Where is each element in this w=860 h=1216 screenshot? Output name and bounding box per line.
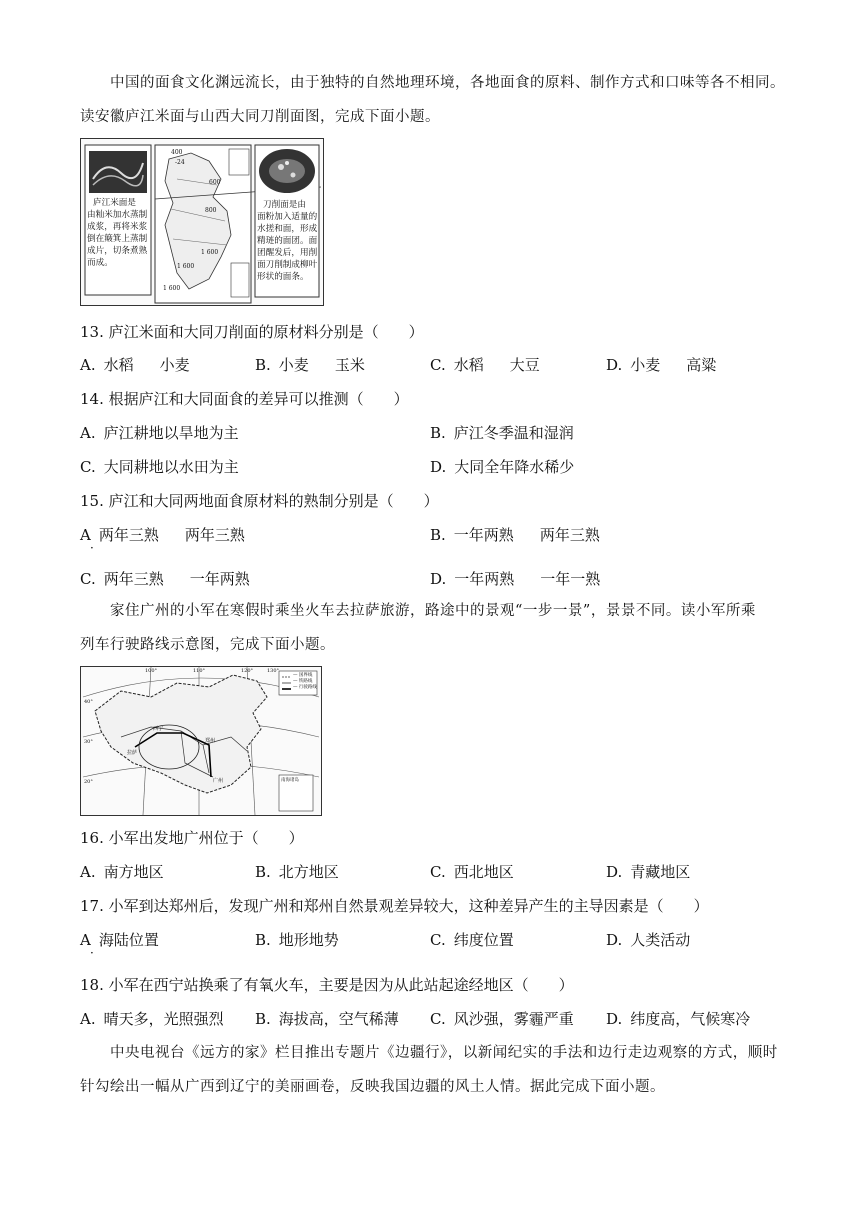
map-label: 1 600 [177,263,195,270]
caption-line: 形状的面条。 [257,272,309,282]
intro-1-line-2: 读安徽庐江米面与山西大同刀削面图，完成下面小题。 [80,109,440,125]
option-text: 小麦 [159,356,190,374]
caption-line: 倒在簸箕上蒸制 [87,234,148,244]
q18-option-c[interactable] [430,1009,574,1029]
map-legend [293,673,317,691]
caption-line: 刀削面是由 [263,200,306,210]
option-letter: B. [255,931,271,949]
caption-line: 水搓和面，形成 [257,224,318,234]
legend-item: — 行驶路线 [293,685,317,690]
option-letter: C. [80,570,96,588]
option-text: 青藏地区 [630,863,691,881]
longitude-label: 120° [241,668,254,674]
option-letter: C. [430,356,446,374]
q17-option-b[interactable] [255,930,339,950]
question-18-stem: 18. 小军在西宁站换乘了有氧火车，主要是因为从此站起途经地区（ ） [80,976,574,994]
longitude-label: 130° [267,668,280,674]
option-text: 北方地区 [278,863,339,881]
city-label-guangzhou: 广州 [213,778,224,784]
option-text: 大同全年降水稀少 [454,458,575,476]
q16-option-c[interactable] [430,862,514,882]
q18-option-a[interactable] [80,1009,224,1029]
city-label-zhengzhou: 郑州 [205,738,216,744]
option-text: 纬度高，气候寒冷 [630,1010,751,1028]
option-text: 海拔高，空气稀薄 [278,1010,399,1028]
intro-3-line-2: 针勾绘出一幅从广西到辽宁的美丽画卷，反映我国边疆的风土人情。据此完成下面小题。 [80,1079,665,1095]
option-text: 纬度位置 [453,931,514,949]
caption-line: 精琏的面团。面 [257,236,318,246]
question-14-stem: 14. 根据庐江和大同面食的差异可以推测（ ） [80,390,409,408]
option-text: 小麦 [278,356,309,374]
caption-line: 团醒发后，用削 [257,248,318,258]
option-text: 西北地区 [453,863,514,881]
map-label: 600 [209,179,221,186]
option-letter: D. [606,1010,623,1028]
q15-option-b[interactable] [430,525,600,545]
intro-2-line-2: 列车行驶路线示意图，完成下面小题。 [80,637,335,653]
caption-line: 面粉加入适量的 [257,212,318,222]
option-letter: B. [255,863,271,881]
option-text: 海陆位置 [98,931,159,949]
q15-option-c[interactable] [80,569,250,589]
option-letter: D. [606,931,623,949]
option-text: 地形地势 [278,931,339,949]
q14-option-a[interactable] [80,423,239,443]
q18-option-b[interactable] [255,1009,399,1029]
option-text: 晴天多，光照强烈 [103,1010,224,1028]
option-letter: A [80,931,91,949]
intro-1-line-1: 中国的面食文化渊远流长，由于独特的自然地理环境，各地面食的原料、制作方式和口味等各不相同。 [110,75,785,91]
south-sea-islands-label: 南海诸岛 [281,778,299,783]
option-letter: A [80,526,91,544]
caption-line: 面刀削制成柳叶 [257,260,318,270]
map-label: 800 [205,207,217,214]
option-letter: D. [430,458,447,476]
question-17-stem: 17. 小军到达郑州后，发现广州和郑州自然景观差异较大，这种差异产生的主导因素是（ ） [80,897,709,915]
option-text: 水稻 [103,356,134,374]
option-letter: A. [80,424,96,442]
option-text: 风沙强，雾霾严重 [453,1010,574,1028]
rice-noodle-caption [87,197,151,269]
longitude-label: 110° [193,668,206,674]
caption-line: 成浆，再将米浆 [87,222,148,232]
q14-option-d[interactable] [430,457,574,477]
option-letter: A. [80,1010,96,1028]
option-letter: C. [430,931,446,949]
train-route-map [80,666,322,816]
latitude-label: 30° [84,739,93,745]
option-text: 大同耕地以水田为主 [103,458,239,476]
option-text: 小麦 [630,356,661,374]
q16-option-b[interactable] [255,862,339,882]
city-label-lhasa: 拉萨 [127,750,138,756]
option-text: 玉米 [334,356,365,374]
knife-noodle-caption [257,199,319,283]
option-letter: B. [430,424,446,442]
intro-2-line-1: 家住广州的小军在寒假时乘坐火车去拉萨旅游，路途中的景观“一步一景”，景景不同。读小军所乘 [110,603,756,619]
option-letter: C. [430,1010,446,1028]
option-letter: C. [430,863,446,881]
option-text: 高粱 [686,356,717,374]
caption-line: 由籼米加水蒸制 [87,210,148,220]
mark-dot: · [90,541,94,555]
option-letter: C. [80,458,96,476]
option-text: 两年三熟 [98,526,159,544]
latitude-label: 40° [84,699,93,705]
question-16-stem: 16. 小军出发地广州位于（ ） [80,829,304,847]
city-label-xining: 西宁 [153,726,164,732]
q17-option-c[interactable] [430,930,514,950]
option-text: 水稻 [453,356,484,374]
q16-option-a[interactable] [80,862,164,882]
q13-option-d[interactable] [606,355,716,375]
option-text: 南方地区 [103,863,164,881]
option-text: 一年两熟 [189,570,250,588]
option-text: 一年两熟 [453,526,514,544]
legend-item: — 国界线 [293,673,313,678]
option-text: 两年三熟 [184,526,245,544]
map-label: 1 600 [201,249,219,256]
q15-option-a[interactable] [80,525,245,545]
map-label: 400 [171,149,183,156]
intro-paragraph-1 [80,66,800,134]
map-label: -24 [175,159,185,166]
caption-line: 而成。 [87,258,113,268]
option-text: 大豆 [509,356,540,374]
option-letter: A. [80,356,96,374]
q13-option-c[interactable] [430,355,540,375]
intro-paragraph-3 [80,1036,800,1104]
q13-option-b[interactable] [255,355,365,375]
option-letter: A. [80,863,96,881]
q14-option-b[interactable] [430,423,574,443]
option-letter: B. [430,526,446,544]
option-text: 庐江耕地以旱地为主 [103,424,239,442]
q14-option-c[interactable] [80,457,239,477]
option-letter: B. [255,356,271,374]
q18-option-d[interactable] [606,1009,750,1029]
option-letter: D. [606,863,623,881]
option-text: 两年三熟 [103,570,164,588]
intro-3-line-1: 中央电视台《远方的家》栏目推出专题片《边疆行》，以新闻纪实的手法和边行走边观察的方式，顺时 [110,1045,778,1061]
question-15-stem: 15. 庐江和大同两地面食原材料的熟制分别是（ ） [80,492,439,510]
legend-item: — 铁路线 [293,679,313,684]
option-text: 庐江冬季温和湿润 [453,424,574,442]
q17-option-d[interactable] [606,930,690,950]
q13-option-a[interactable] [80,355,190,375]
option-text: 一年一熟 [540,570,601,588]
q15-option-d[interactable] [430,569,600,589]
option-text: 两年三熟 [539,526,600,544]
map-label: 1 600 [163,285,181,292]
mark-dot: · [90,946,94,960]
question-13-stem: 13. 庐江米面和大同刀削面的原材料分别是（ ） [80,323,424,341]
option-letter: B. [255,1010,271,1028]
option-letter: D. [430,570,447,588]
intro-paragraph-2 [80,594,800,662]
latitude-label: 20° [84,779,93,785]
option-text: 一年两熟 [454,570,515,588]
longitude-label: 100° [145,668,158,674]
q16-option-d[interactable] [606,862,690,882]
option-text: 人类活动 [630,931,691,949]
caption-line: 成片，切条煮熟 [87,246,148,256]
noodle-figure [80,138,324,306]
caption-line: 庐江米面是 [93,198,136,208]
option-letter: D. [606,356,623,374]
